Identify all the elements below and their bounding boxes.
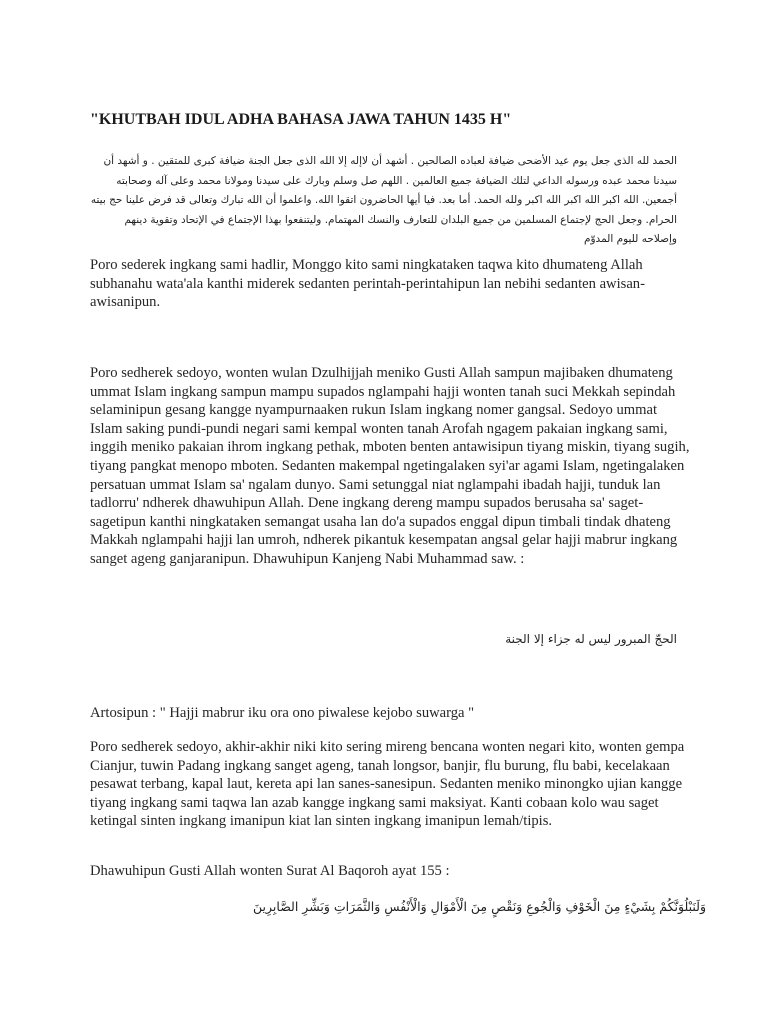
paragraph-surah-reference: Dhawuhipun Gusti Allah wonten Surat Al Baqoroh ayat 155 : <box>90 863 450 879</box>
arabic-opening-text: الحمد لله الذى جعل يوم عيد الأضحى ضيافة لعباده الصالحين . أشهد أن لاإله إلا الله الذى جعل الجنة ضيافة كبرى للمتقين . و أشهد أن سيدنا محمد عبده ورسوله الداعي لتلك الضيافة جميع العالمين . اللهم صل وسلم وبارك على سيدنا ومولانا محمد وعلى آله وصحابته أجمعين. الله اكبر الله اكبر الله اكبر ولله الحمد. أما بعد. فيا أيها الحاضرون اتقوا الله. واعلموا أن الله تبارك وتعالى قد فرض علينا حج بيته الحرام. وجعل الحج لإجتماع المسلمين من جميع البلدان للتعارف والنسك المهتمام. وليتنفعوا بهذا الإجتماع في الإتحاد وتقوية دينهم وإصلاحه لليوم المدوّم <box>90 155 677 245</box>
page-title: "KHUTBAH IDUL ADHA BAHASA JAWA TAHUN 1435 H" <box>90 111 512 128</box>
paragraph-translation: Artosipun : " Hajji mabrur iku ora ono piwalese kejobo suwarga " <box>90 705 475 721</box>
paragraph-taqwa: Poro sederek ingkang sami hadlir, Monggo kito sami ningkataken taqwa kito dhumateng Allah subhanahu wata'ala kanthi miderek sedanten perintah-perintahipun lan nebihi sedanten awisan-awisanipun. <box>90 257 645 311</box>
paragraph-hajj-obligation: Poro sedherek sedoyo, wonten wulan Dzulhijjah meniko Gusti Allah sampun majibaken dhumateng ummat Islam ingkang sampun mampu supados nglampahi hajji wonten tanah suci Mekkah sepindah selaminipun gesang kangge nyampurnaaken rukun Islam ingkang nomer gangsal. Sedoyo ummat Islam saking pundi-pundi negari sami kempal wonten tanah Arofah ngagem pakaian ingkang sami, inggih meniko pakaian ihrom ingkang pethak, mboten benten antawisipun tiyang miskin, tiyang sugih, tiyang pangkat menopo mboten. Sedanten makempal ngetingalaken syi'ar agami Islam, ngetingalaken persatuan ummat Islam sa' ngalam dunyo. Sami setunggal niat nglampahi ibadah hajji, tunduk lan tadlorru' ndherek dhawuhipun Allah. Dene ingkang dereng mampu supados berusaha sa' saget-sagetipun kanthi ningkataken semangat usaha lan do'a supados enggal dipun timbali tindak dhateng Makkah nglampahi hajji lan umroh, ndherek pikantuk kesempatan angsal gelar hajji mabrur ingkang sanget ageng ganjaranipun. Dhawuhipun Kanjeng Nabi Muhammad saw. : <box>90 365 690 567</box>
paragraph-disasters: Poro sedherek sedoyo, akhir-akhir niki kito sering mireng bencana wonten negari kito, wonten gempa Cianjur, tuwin Padang ingkang sanget ageng, tanah longsor, banjir, flu burung, flu babi, kecelakaan pesawat terbang, kapal laut, kereta api lan sanes-sanesipun. Sedanten meniko minongko ujian kangge tiyang ingkang sami taqwa lan azab kangge ingkang sami maksiyat. Kanti cobaan kolo wau saget ketingal sinten ingkang imanipun kiat lan sinten ingkang imanipun lemah/tipis. <box>90 739 685 830</box>
quran-verse-text: وَلَنَبْلُوَنَّكُمْ بِشَيْءٍ مِنَ الْخَوْفِ وَالْجُوعِ وَنَقْصٍ مِنَ الْأَمْوَالِ وَالْأَنْفُسِ وَالثَّمَرَاتِ وَبَشِّرِ الصَّابِرِينَ <box>253 899 706 914</box>
hadith-arabic-text: الحجّ المبرور ليس له جزاء إلا الجنة <box>505 632 677 646</box>
